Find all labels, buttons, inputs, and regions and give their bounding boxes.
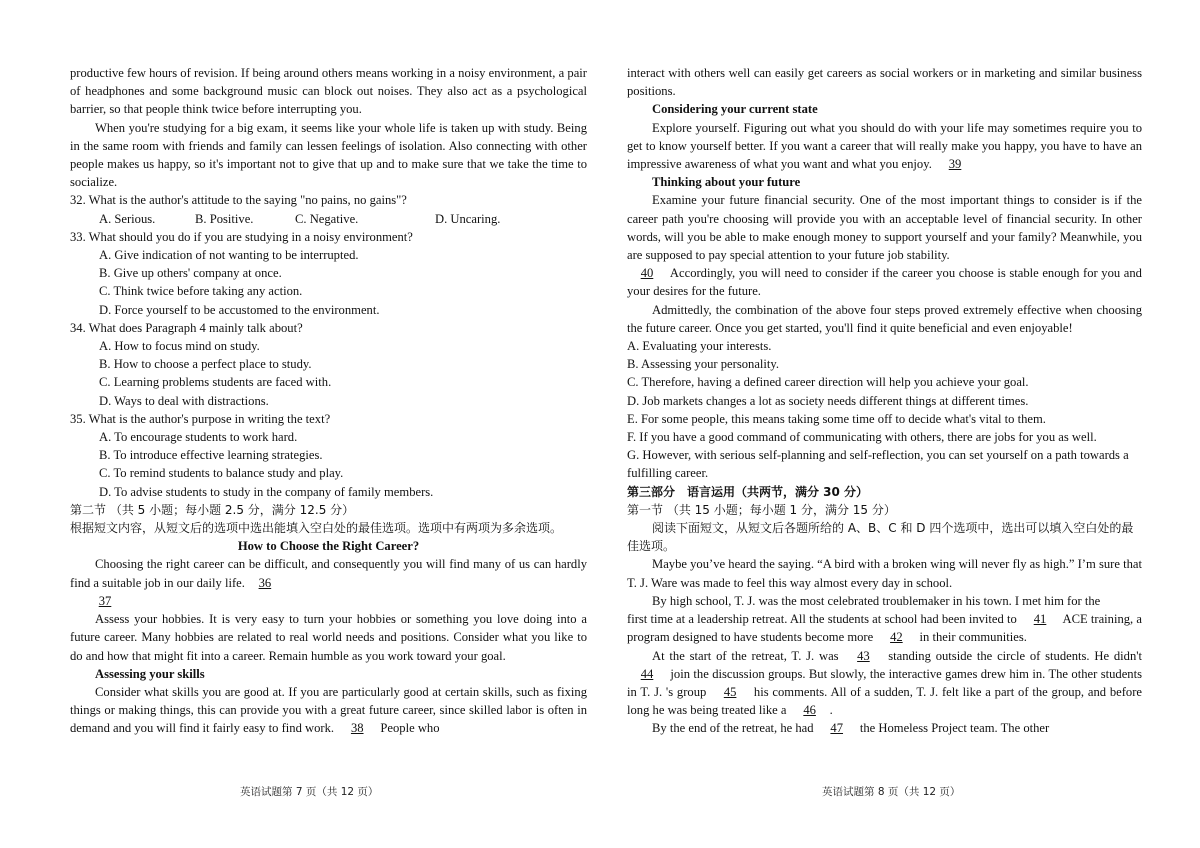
- subheading: Assessing your skills: [95, 666, 205, 681]
- subheading: Considering your current state: [652, 102, 818, 117]
- paragraph-text: At the start of the retreat, T. J. was: [652, 648, 839, 663]
- paragraph-text: People who: [380, 721, 440, 736]
- paragraph-text: Choosing the right career can be difficult, and consequently you will find many of us can hardly find a suitable job in our daily life.: [70, 557, 587, 590]
- paragraph: Admittedly, the combination of the above four steps proved extremely effective when choosing the future career. Once you get started, you'll find it quite beneficial and even enjoyable!: [627, 302, 1142, 335]
- paragraph-text: standing outside the circle of students. He didn't: [888, 648, 1143, 663]
- option-c: C. Think twice before taking any action.: [99, 284, 303, 299]
- paragraph: productive few hours of revision. If being around others means working in a noisy environment, a pair of headphones and some background music can block out noises. They also act as a psychological barrier, so that people think twice before interrupting you.: [70, 66, 587, 117]
- paragraph-text: in their communities.: [919, 630, 1027, 645]
- paragraph: interact with others well can easily get careers as social workers or in marketing and similar business positions.: [627, 66, 1142, 99]
- paragraph: When you're studying for a big exam, it seems like your whole life is taken up with study. Being in the same room with friends and family can lessen feelings of isolation. Also connecting with other people makes us happy, so it's important not to give that up and to make sure that we take the time to socialize.: [70, 120, 587, 190]
- option-e: E. For some people, this means taking some time off to decide what's vital to them.: [627, 411, 1046, 426]
- paragraph-text: .: [829, 703, 833, 718]
- blank-38: 38: [350, 721, 364, 736]
- blank-42: 42: [890, 630, 903, 645]
- option-a: A. How to focus mind on study.: [99, 339, 260, 354]
- blank-40: 40: [640, 266, 654, 281]
- option-b: B. Positive.: [195, 211, 254, 226]
- right-column: [627, 64, 1142, 738]
- blank-43: 43: [857, 648, 870, 663]
- section-1-instructions: 阅读下面短文，从短文后各题所给的 A、B、C 和 D 四个选项中，选出可以填入空白处的最佳选项。: [627, 521, 1134, 554]
- question-32: 32. What is the author's attitude to the saying "no pains, no gains"?: [70, 193, 407, 208]
- option-d: D. Uncaring.: [435, 211, 501, 226]
- paragraph-text: his comments. All of a sudden, T. J. felt like a part of the group, and before long he was being treated like a: [627, 684, 1143, 718]
- paragraph-text: ACE training, a program designed to have students become more: [627, 612, 1142, 645]
- option-c: C. Negative.: [295, 211, 359, 226]
- blank-44: 44: [640, 666, 654, 681]
- option-d: D. Force yourself to be accustomed to the environment.: [99, 302, 380, 317]
- section-1-title: 第一节 （共 15 小题；每小题 1 分，满分 15 分）: [627, 502, 896, 517]
- question-34: 34. What does Paragraph 4 mainly talk about?: [70, 320, 303, 335]
- option-b: B. Give up others' company at once.: [99, 266, 282, 281]
- paragraph: [627, 119, 1142, 174]
- option-c: C. Therefore, having a defined career direction will help you achieve your goal.: [627, 375, 1029, 390]
- blank-41: 41: [1033, 612, 1047, 627]
- paragraph: [70, 555, 587, 591]
- paragraph: [627, 264, 1142, 300]
- paragraph-text: first time at a leadership retreat. All the students at school had been invited to: [627, 612, 1017, 627]
- option-g: G. However, with serious self-planning and self-reflection, you can set yourself on a path towards a fulfilling career.: [627, 448, 1129, 481]
- option-a: A. Evaluating your interests.: [627, 339, 772, 354]
- option-b: B. To introduce effective learning strategies.: [99, 448, 323, 463]
- question-35: 35. What is the author's purpose in writing the text?: [70, 411, 331, 426]
- option-a: A. Serious.: [99, 211, 156, 226]
- paragraph-text: Accordingly, you will need to consider if the career you choose is stable enough for you and your desires for the future.: [627, 266, 1142, 299]
- paragraph: Examine your future financial security. One of the most important things to consider is if the career path you're choosing will provide you with an acceptable level of financial security. In other words, will you be able to make enough money to support yourself and your family? Meanwhile, you are supposed to pay special attention to your future job stability.: [627, 193, 1142, 263]
- paragraph: [627, 719, 1142, 737]
- blank-46: 46: [803, 703, 816, 718]
- section-2-title: 第二节 （共 5 小题；每小题 2.5 分，满分 12.5 分）: [70, 502, 355, 517]
- paragraph-text: By the end of the retreat, he had: [652, 721, 814, 736]
- paragraph-text: the Homeless Project team. The other: [859, 721, 1050, 736]
- paragraph: By high school, T. J. was the most celebrated troublemaker in his town. I met him for the: [652, 593, 1101, 608]
- page-footer-left: 英语试题第 7 页（共 12 页）: [240, 786, 379, 798]
- question-33: 33. What should you do if you are studying in a noisy environment?: [70, 229, 413, 244]
- paragraph: [627, 610, 1142, 646]
- paragraph: Assess your hobbies. It is very easy to turn your hobbies or something you love doing into a future career. Many hobbies are related to real world needs and positions. Consider what you like to do and how that might fit into a career. Remain humble as you work toward your goal.: [70, 612, 587, 663]
- subheading: Thinking about your future: [652, 175, 801, 190]
- option-d: D. Ways to deal with distractions.: [99, 393, 269, 408]
- option-d: D. To advise students to study in the company of family members.: [99, 484, 434, 499]
- option-b: B. Assessing your personality.: [627, 357, 780, 372]
- paragraph-text: join the discussion groups. But slowly, the interactive games drew him in. The other students in T. J. 's group: [627, 666, 1142, 699]
- option-a: A. Give indication of not wanting to be interrupted.: [99, 248, 359, 263]
- option-d: D. Job markets changes a lot as society needs different things at different times.: [627, 393, 1029, 408]
- paragraph: [70, 592, 587, 610]
- option-a: A. To encourage students to work hard.: [99, 430, 298, 445]
- part-3-title: 第三部分 语言运用（共两节，满分 30 分）: [627, 484, 869, 499]
- option-c: C. To remind students to balance study and play.: [99, 466, 344, 481]
- paragraph: [627, 647, 1142, 720]
- paragraph: Maybe you’ve heard the saying. “A bird with a broken wing will never fly as high.” I’m sure that T. J. Ware was made to feel this way almost every day in school.: [627, 557, 1142, 590]
- paragraph-text: Explore yourself. Figuring out what you should do with your life may sometimes require you to get to know yourself better. If you want a career that will really make you happy, you have to have an impressive awareness of what you want and what you enjoy.: [627, 120, 1142, 172]
- blank-39: 39: [948, 157, 962, 172]
- article-title: How to Choose the Right Career?: [237, 539, 420, 554]
- question-32-options: [70, 210, 587, 228]
- left-column: [70, 64, 587, 738]
- option-f: F. If you have a good command of communicating with others, there are jobs for you as well.: [627, 430, 1097, 445]
- paragraph-text: Consider what skills you are good at. If you are particularly good at certain skills, such as fixing things or making things, this can provide you with a great future career, since skilled labor is often in demand and you will find it fairly easy to find work.: [70, 684, 587, 736]
- option-b: B. How to choose a perfect place to study.: [99, 357, 312, 372]
- blank-37: 37: [98, 593, 112, 608]
- blank-47: 47: [830, 721, 844, 736]
- blank-36: 36: [258, 575, 272, 590]
- paragraph: [70, 683, 587, 738]
- blank-45: 45: [723, 684, 737, 699]
- section-2-instructions: 根据短文内容，从短文后的选项中选出能填入空白处的最佳选项。选项中有两项为多余选项。: [70, 521, 563, 536]
- page-footer-right: 英语试题第 8 页（共 12 页）: [822, 786, 961, 798]
- option-c: C. Learning problems students are faced with.: [99, 375, 332, 390]
